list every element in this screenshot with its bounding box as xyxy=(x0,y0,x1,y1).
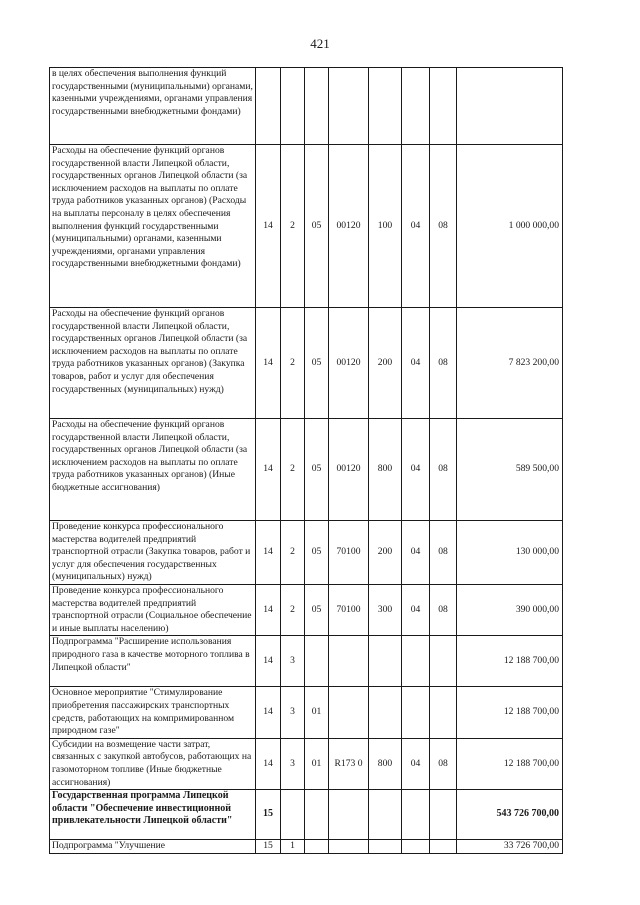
cell-desc: Подпрограмма "Расширение использования природного газа в качестве моторного топлива в Липецкой области" xyxy=(50,636,256,687)
cell-pr xyxy=(305,636,329,687)
cell-rz: 2 xyxy=(281,585,305,636)
cell-k2: 08 xyxy=(430,145,457,308)
cell-rz: 2 xyxy=(281,419,305,521)
cell-cs: 70100 xyxy=(329,521,369,585)
cell-rz: 3 xyxy=(281,636,305,687)
cell-amount: 130 000,00 xyxy=(457,521,563,585)
cell-cs: 00120 xyxy=(329,419,369,521)
cell-gr: 14 xyxy=(256,738,281,789)
cell-k2 xyxy=(430,687,457,738)
cell-desc: в целях обеспечения выполнения функций государственными (муниципальными) органами, казенными учреждениями, органами управления государственными внебюджетными фондами) xyxy=(50,68,256,145)
cell-vr xyxy=(369,840,402,854)
cell-vr: 100 xyxy=(369,145,402,308)
cell-k2: 08 xyxy=(430,738,457,789)
cell-amount: 12 188 700,00 xyxy=(457,687,563,738)
cell-pr xyxy=(305,840,329,854)
cell-amount: 543 726 700,00 xyxy=(457,790,563,840)
cell-k2: 08 xyxy=(430,308,457,419)
cell-k1: 04 xyxy=(402,738,430,789)
cell-k1: 04 xyxy=(402,145,430,308)
cell-desc: Подпрограмма "Улучшение xyxy=(50,840,256,854)
table-row xyxy=(50,308,563,419)
cell-desc: Основное мероприятие "Стимулирование приобретения пассажирских транспортных средств, работающих на компримированном природном газе" xyxy=(50,687,256,738)
cell-pr: 05 xyxy=(305,585,329,636)
cell-rz: 2 xyxy=(281,308,305,419)
cell-desc: Расходы на обеспечение функций органов государственной власти Липецкой области, государственных органов Липецкой области (за исключением расходов на выплаты по оплате труда работников указанных органов) (Иные бюджетные ассигнования) xyxy=(50,419,256,521)
cell-rz: 2 xyxy=(281,145,305,308)
cell-pr: 05 xyxy=(305,308,329,419)
cell-k2 xyxy=(430,790,457,840)
cell-amount: 390 000,00 xyxy=(457,585,563,636)
cell-cs xyxy=(329,687,369,738)
cell-rz xyxy=(281,790,305,840)
cell-rz: 3 xyxy=(281,738,305,789)
table-row xyxy=(50,68,563,145)
cell-vr: 800 xyxy=(369,419,402,521)
cell-vr xyxy=(369,68,402,145)
table-row xyxy=(50,585,563,636)
cell-cs: 00120 xyxy=(329,145,369,308)
cell-gr: 14 xyxy=(256,687,281,738)
cell-amount: 7 823 200,00 xyxy=(457,308,563,419)
cell-cs: 70100 xyxy=(329,585,369,636)
cell-k1: 04 xyxy=(402,419,430,521)
cell-k2: 08 xyxy=(430,521,457,585)
cell-rz: 3 xyxy=(281,687,305,738)
table-row xyxy=(50,145,563,308)
cell-cs xyxy=(329,790,369,840)
cell-cs xyxy=(329,68,369,145)
cell-pr xyxy=(305,790,329,840)
cell-k2 xyxy=(430,68,457,145)
cell-k1: 04 xyxy=(402,585,430,636)
table-row xyxy=(50,840,563,854)
cell-vr xyxy=(369,636,402,687)
cell-gr: 14 xyxy=(256,521,281,585)
cell-k1 xyxy=(402,790,430,840)
cell-amount: 589 500,00 xyxy=(457,419,563,521)
cell-amount: 1 000 000,00 xyxy=(457,145,563,308)
cell-amount: 12 188 700,00 xyxy=(457,738,563,789)
cell-amount xyxy=(457,68,563,145)
cell-gr xyxy=(256,68,281,145)
cell-vr xyxy=(369,790,402,840)
page-number: 421 xyxy=(310,36,330,51)
cell-amount: 33 726 700,00 xyxy=(457,840,563,854)
cell-k1: 04 xyxy=(402,521,430,585)
cell-gr: 15 xyxy=(256,840,281,854)
cell-amount: 12 188 700,00 xyxy=(457,636,563,687)
cell-rz: 2 xyxy=(281,521,305,585)
cell-gr: 15 xyxy=(256,790,281,840)
table-row xyxy=(50,636,563,687)
cell-k1 xyxy=(402,636,430,687)
cell-pr: 05 xyxy=(305,145,329,308)
cell-k2: 08 xyxy=(430,585,457,636)
cell-rz xyxy=(281,68,305,145)
cell-cs xyxy=(329,636,369,687)
cell-vr xyxy=(369,687,402,738)
cell-cs: R173 0 xyxy=(329,738,369,789)
cell-pr: 01 xyxy=(305,687,329,738)
cell-gr: 14 xyxy=(256,145,281,308)
cell-pr: 05 xyxy=(305,521,329,585)
table-row xyxy=(50,419,563,521)
cell-rz: 1 xyxy=(281,840,305,854)
cell-desc: Государственная программа Липецкой области "Обеспечение инвестиционной привлекательности Липецкой области" xyxy=(50,790,256,840)
cell-desc: Расходы на обеспечение функций органов государственной власти Липецкой области, государственных органов Липецкой области (за исключением расходов на выплаты по оплате труда работников указанных органов) (Расходы на выплаты персоналу в целях обеспечения выполнения функций государственными (муниципальными) органами, казенными учреждениями, органами управления государственными внебюджетными фондами) xyxy=(50,145,256,308)
cell-pr: 05 xyxy=(305,419,329,521)
cell-desc: Проведение конкурса профессионального мастерства водителей предприятий транспортной отрасли (Закупка товаров, работ и услуг для обеспечения государственных (муниципальных) нужд) xyxy=(50,521,256,585)
cell-gr: 14 xyxy=(256,308,281,419)
cell-k2 xyxy=(430,636,457,687)
cell-k1 xyxy=(402,840,430,854)
cell-vr: 800 xyxy=(369,738,402,789)
cell-desc: Субсидии на возмещение части затрат, связанных с закупкой автобусов, работающих на газомоторном топливе (Иные бюджетные ассигнования) xyxy=(50,738,256,789)
cell-cs: 00120 xyxy=(329,308,369,419)
cell-gr: 14 xyxy=(256,419,281,521)
cell-k1: 04 xyxy=(402,308,430,419)
cell-k2: 08 xyxy=(430,419,457,521)
cell-k1 xyxy=(402,68,430,145)
table-row xyxy=(50,521,563,585)
cell-pr xyxy=(305,68,329,145)
cell-vr: 200 xyxy=(369,521,402,585)
cell-cs xyxy=(329,840,369,854)
cell-pr: 01 xyxy=(305,738,329,789)
cell-desc: Проведение конкурса профессионального мастерства водителей предприятий транспортной отрасли (Социальное обеспечение и иные выплаты населению) xyxy=(50,585,256,636)
cell-k1 xyxy=(402,687,430,738)
cell-gr: 14 xyxy=(256,585,281,636)
cell-vr: 300 xyxy=(369,585,402,636)
table-row xyxy=(50,687,563,738)
table-row xyxy=(50,790,563,840)
cell-gr: 14 xyxy=(256,636,281,687)
cell-k2 xyxy=(430,840,457,854)
cell-vr: 200 xyxy=(369,308,402,419)
table-row xyxy=(50,738,563,789)
budget-table xyxy=(49,67,563,854)
cell-desc: Расходы на обеспечение функций органов государственной власти Липецкой области, государственных органов Липецкой области (за исключением расходов на выплаты по оплате труда работников указанных органов) (Закупка товаров, работ и услуг для обеспечения государственных (муниципальных) нужд) xyxy=(50,308,256,419)
